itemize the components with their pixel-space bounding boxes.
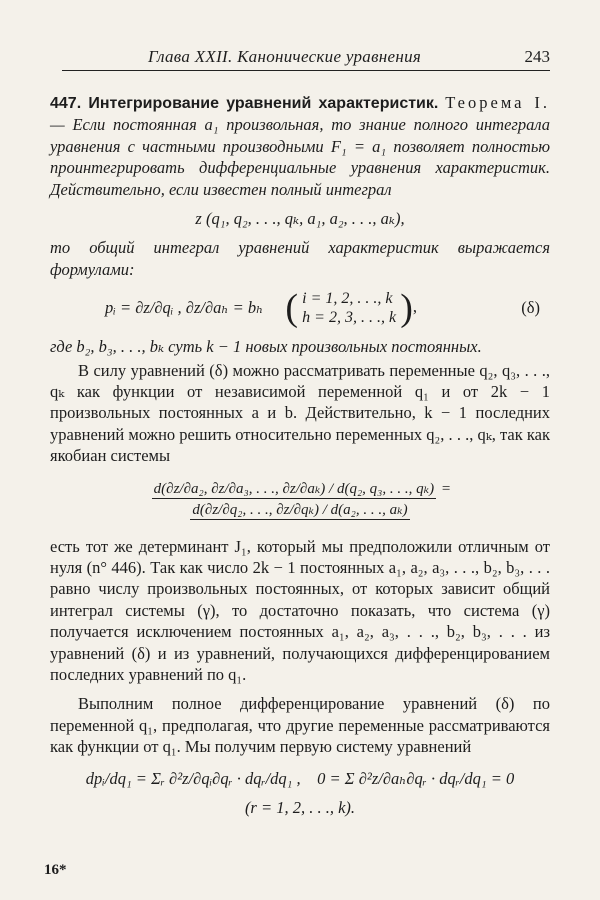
system-index-range: (r = 1, 2, . . ., k).	[244, 797, 356, 817]
close-paren: )	[400, 287, 413, 330]
chapter-title: Глава XXII. Канонические уравнения	[148, 47, 422, 66]
open-paren: (	[285, 287, 299, 330]
jacobian-right-expression: d(∂z/∂q₂, . . ., ∂z/∂qₖ) / d(a₂, . . ., aₖ)	[192, 502, 408, 519]
index-range-h: h = 2, 3, . . ., k	[302, 309, 397, 327]
jacobian-left-expression: d(∂z/∂a₂, ∂z/∂a₃, . . ., ∂z/∂aₖ) / d(q₂, q₃, . . ., qₖ)	[153, 480, 435, 497]
equation-delta: pᵢ = ∂z/∂qᵢ , ∂z/∂aₕ = bₕ ( i = 1, 2, . . ., k h = 2, 3, . . ., k ), (δ)	[105, 287, 540, 330]
paragraph-determinant: есть тот же детерминант J₁, который мы предположили отличным от нуля (n° 446). Так как число 2k − 1 постоянных a₁, a₂, a₃, . . ., b₂, b₃, . . . равно числу произвольных постоянных, от которых зависит общий интеграл системы (γ), то достаточно показать, что система (γ) получается исключением постоянных a₁, a₂, a₃, . . ., b₂, b₃, . . . из уравнений (δ) и из уравнений, получающихся дифференцированием последних уравнений по q₁.	[50, 536, 550, 684]
section-heading: 447. Интегрирование уравнений характеристик.	[50, 95, 439, 112]
index-system	[302, 289, 396, 327]
first-system-left: dpᵢ/dq₁ = Σᵣ ∂²z/∂qᵢ∂qᵣ · dqᵣ/dq₁ ,	[85, 768, 301, 788]
index-range-i: i = 1, 2, . . ., k	[302, 290, 393, 308]
paragraph-variables: В силу уравнений (δ) можно рассматривать переменные q₂, q₃, . . ., qₖ как функции от независимой переменной q₁ и от 2k − 1 произвольных постоянных a и b. Действительно, k − 1 последних уравнений можно решить относительно переменных q₂, . . ., qₖ, так как якобиан системы	[50, 360, 550, 466]
page-body	[50, 92, 550, 826]
section-paragraph	[50, 92, 550, 200]
paragraph-new-constants: где b₂, b₃, . . ., bₖ суть k − 1 новых произвольных постоянных.	[50, 337, 482, 357]
paragraph-differentiation: Выполним полное дифференцирование уравнений (δ) по переменной q₁, предполагая, что другие переменные рассматриваются как функции от q₁. Мы получим первую систему уравнений	[50, 694, 550, 757]
equation-label: (δ)	[521, 298, 540, 318]
complete-integral-formula: z (q₁, q₂, . . ., qₖ, a₁, a₂, . . ., aₖ),	[195, 209, 405, 229]
theorem-text: — Если постоянная a₁ произвольная, то знание полного интеграла уравнения с частными производными F₁ = a₁ позволяет полностью проинтегрировать дифференциальные уравнения характеристик. Действительно, если известен полный интеграл	[50, 115, 550, 199]
first-system-equations	[50, 768, 550, 789]
signature-mark: 16*	[44, 862, 67, 878]
page-number: 243	[524, 47, 550, 66]
jacobian-left	[152, 480, 436, 499]
jacobian-right	[190, 501, 409, 520]
theorem-label: Теорема I.	[445, 93, 550, 112]
jacobian-equality: d(∂z/∂a₂, ∂z/∂a₃, . . ., ∂z/∂aₖ) / d(q₂, q₃, . . ., qₖ) = d(∂z/∂q₂, . . ., ∂z/∂qₖ) / d(a₂, . . ., aₖ)	[153, 480, 451, 519]
equation-delta-lhs: pᵢ = ∂z/∂qᵢ , ∂z/∂aₕ = bₕ	[105, 298, 264, 318]
first-system-right: 0 = Σ ∂²z/∂aₕ∂qᵣ · dqᵣ/dq₁ = 0	[317, 768, 515, 788]
running-header	[62, 44, 550, 71]
paragraph-general-integral: то общий интеграл уравнений характеристик выражается формулами:	[50, 238, 550, 279]
